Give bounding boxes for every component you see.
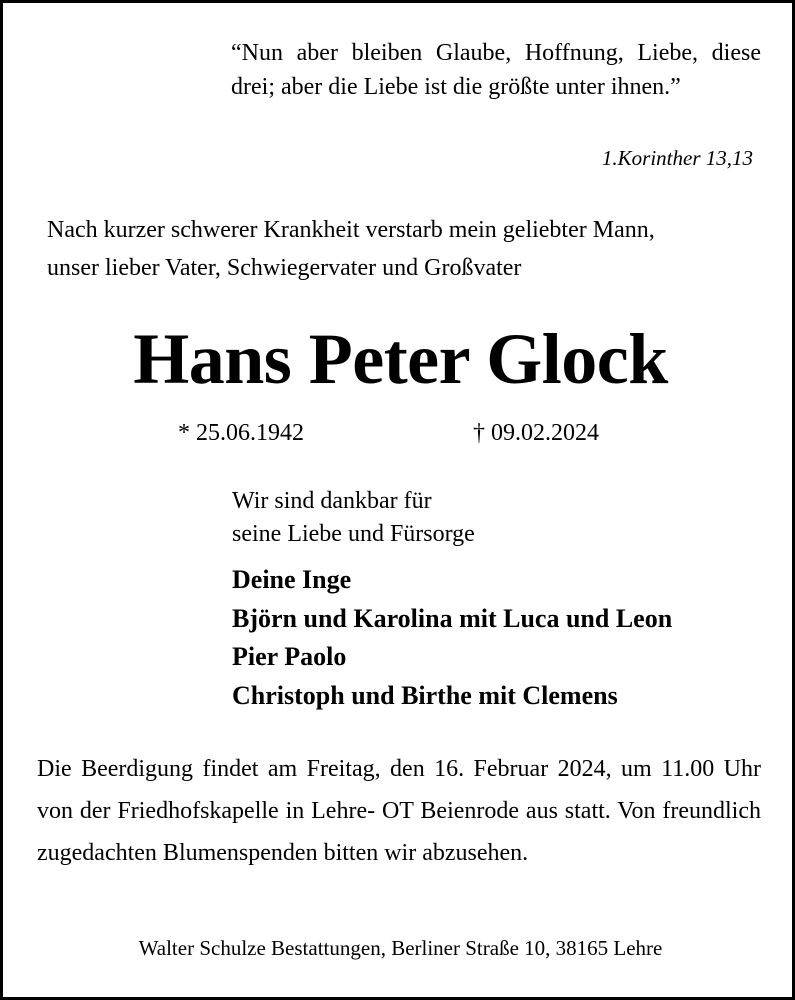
bible-quote: “Nun aber bleiben Glaube, Hoffnung, Liebe, diese drei; aber die Liebe ist die größte unter ihnen.” bbox=[231, 40, 761, 100]
family-member: Björn und Karolina mit Luca und Leon bbox=[232, 603, 673, 633]
intro-line-1: Nach kurzer schwerer Krankheit verstarb mein geliebter Mann, bbox=[47, 217, 655, 243]
funeral-notice: Die Beerdigung findet am Freitag, den 16. Februar 2024, um 11.00 Uhr von der Friedhofskapelle in Lehre- OT Beienrode aus statt. Von freundlich zugedachten Blumenspenden bitten wir abzusehen. bbox=[37, 756, 761, 866]
thanks-text bbox=[232, 485, 732, 551]
family-member: Deine Inge bbox=[232, 565, 352, 594]
death-date: † 09.02.2024 bbox=[473, 420, 599, 446]
deceased-name: Hans Peter Glock bbox=[133, 319, 668, 399]
intro-line-2: unser lieber Vater, Schwiegervater und Großvater bbox=[47, 255, 522, 281]
family-list bbox=[232, 561, 772, 715]
undertaker-info: Walter Schulze Bestattungen, Berliner Straße 10, 38165 Lehre bbox=[138, 936, 663, 960]
birth-date: * 25.06.1942 bbox=[178, 420, 304, 446]
thanks-line-2: seine Liebe und Fürsorge bbox=[232, 521, 475, 547]
intro-text bbox=[47, 211, 767, 287]
bible-quote-reference: 1.Korinther 13,13 bbox=[601, 146, 753, 170]
thanks-line-1: Wir sind dankbar für bbox=[232, 488, 432, 514]
family-member: Pier Paolo bbox=[232, 642, 347, 671]
family-member: Christoph und Birthe mit Clemens bbox=[232, 680, 618, 710]
